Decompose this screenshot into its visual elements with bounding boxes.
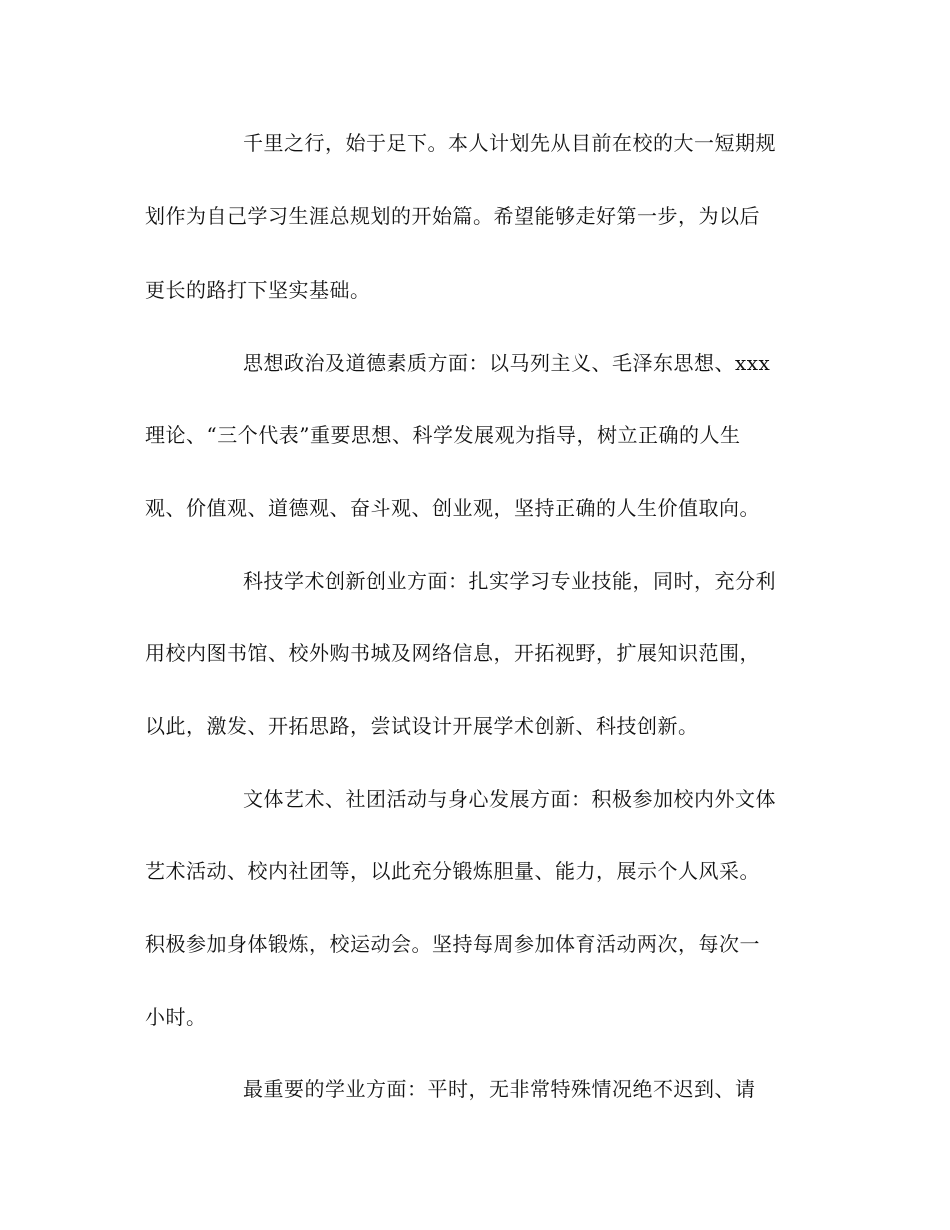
- paragraph-4-line-1: 文体艺术、社团活动与身心发展方面：积极参加校内外文体: [243, 787, 776, 811]
- paragraph-1-line-1: 千里之行，始于足下。本人计划先从目前在校的大一短期规: [243, 131, 776, 155]
- paragraph-4-line-4: 小时。: [145, 1005, 207, 1029]
- paragraph-3-line-3: 以此，激发、开拓思路，尝试设计开展学术创新、科技创新。: [145, 714, 699, 738]
- paragraph-2-line-3: 观、价值观、道德观、奋斗观、创业观，坚持正确的人生价值取向。: [145, 496, 760, 520]
- paragraph-4-line-3: 积极参加身体锻炼，校运动会。坚持每周参加体育活动两次，每次一: [145, 932, 760, 956]
- paragraph-5-line-1: 最重要的学业方面：平时，无非常特殊情况绝不迟到、请: [243, 1077, 756, 1101]
- paragraph-3-line-2: 用校内图书馆、校外购书城及网络信息，开拓视野，扩展知识范围，: [145, 641, 760, 665]
- paragraph-1-line-2: 划作为自己学习生涯总规划的开始篇。希望能够走好第一步，为以后: [145, 204, 760, 228]
- paragraph-4-line-2: 艺术活动、校内社团等，以此充分锻炼胆量、能力，展示个人风采。: [145, 859, 760, 883]
- paragraph-2-line-2: 理论、“三个代表”重要思想、科学发展观为指导，树立正确的人生: [145, 423, 741, 447]
- paragraph-1-line-3: 更长的路打下坚实基础。: [145, 278, 371, 302]
- paragraph-2-line-1: 思想政治及道德素质方面：以马列主义、毛泽东思想、xxx: [243, 351, 771, 375]
- paragraph-3-line-1: 科技学术创新创业方面：扎实学习专业技能，同时，充分利: [243, 569, 776, 593]
